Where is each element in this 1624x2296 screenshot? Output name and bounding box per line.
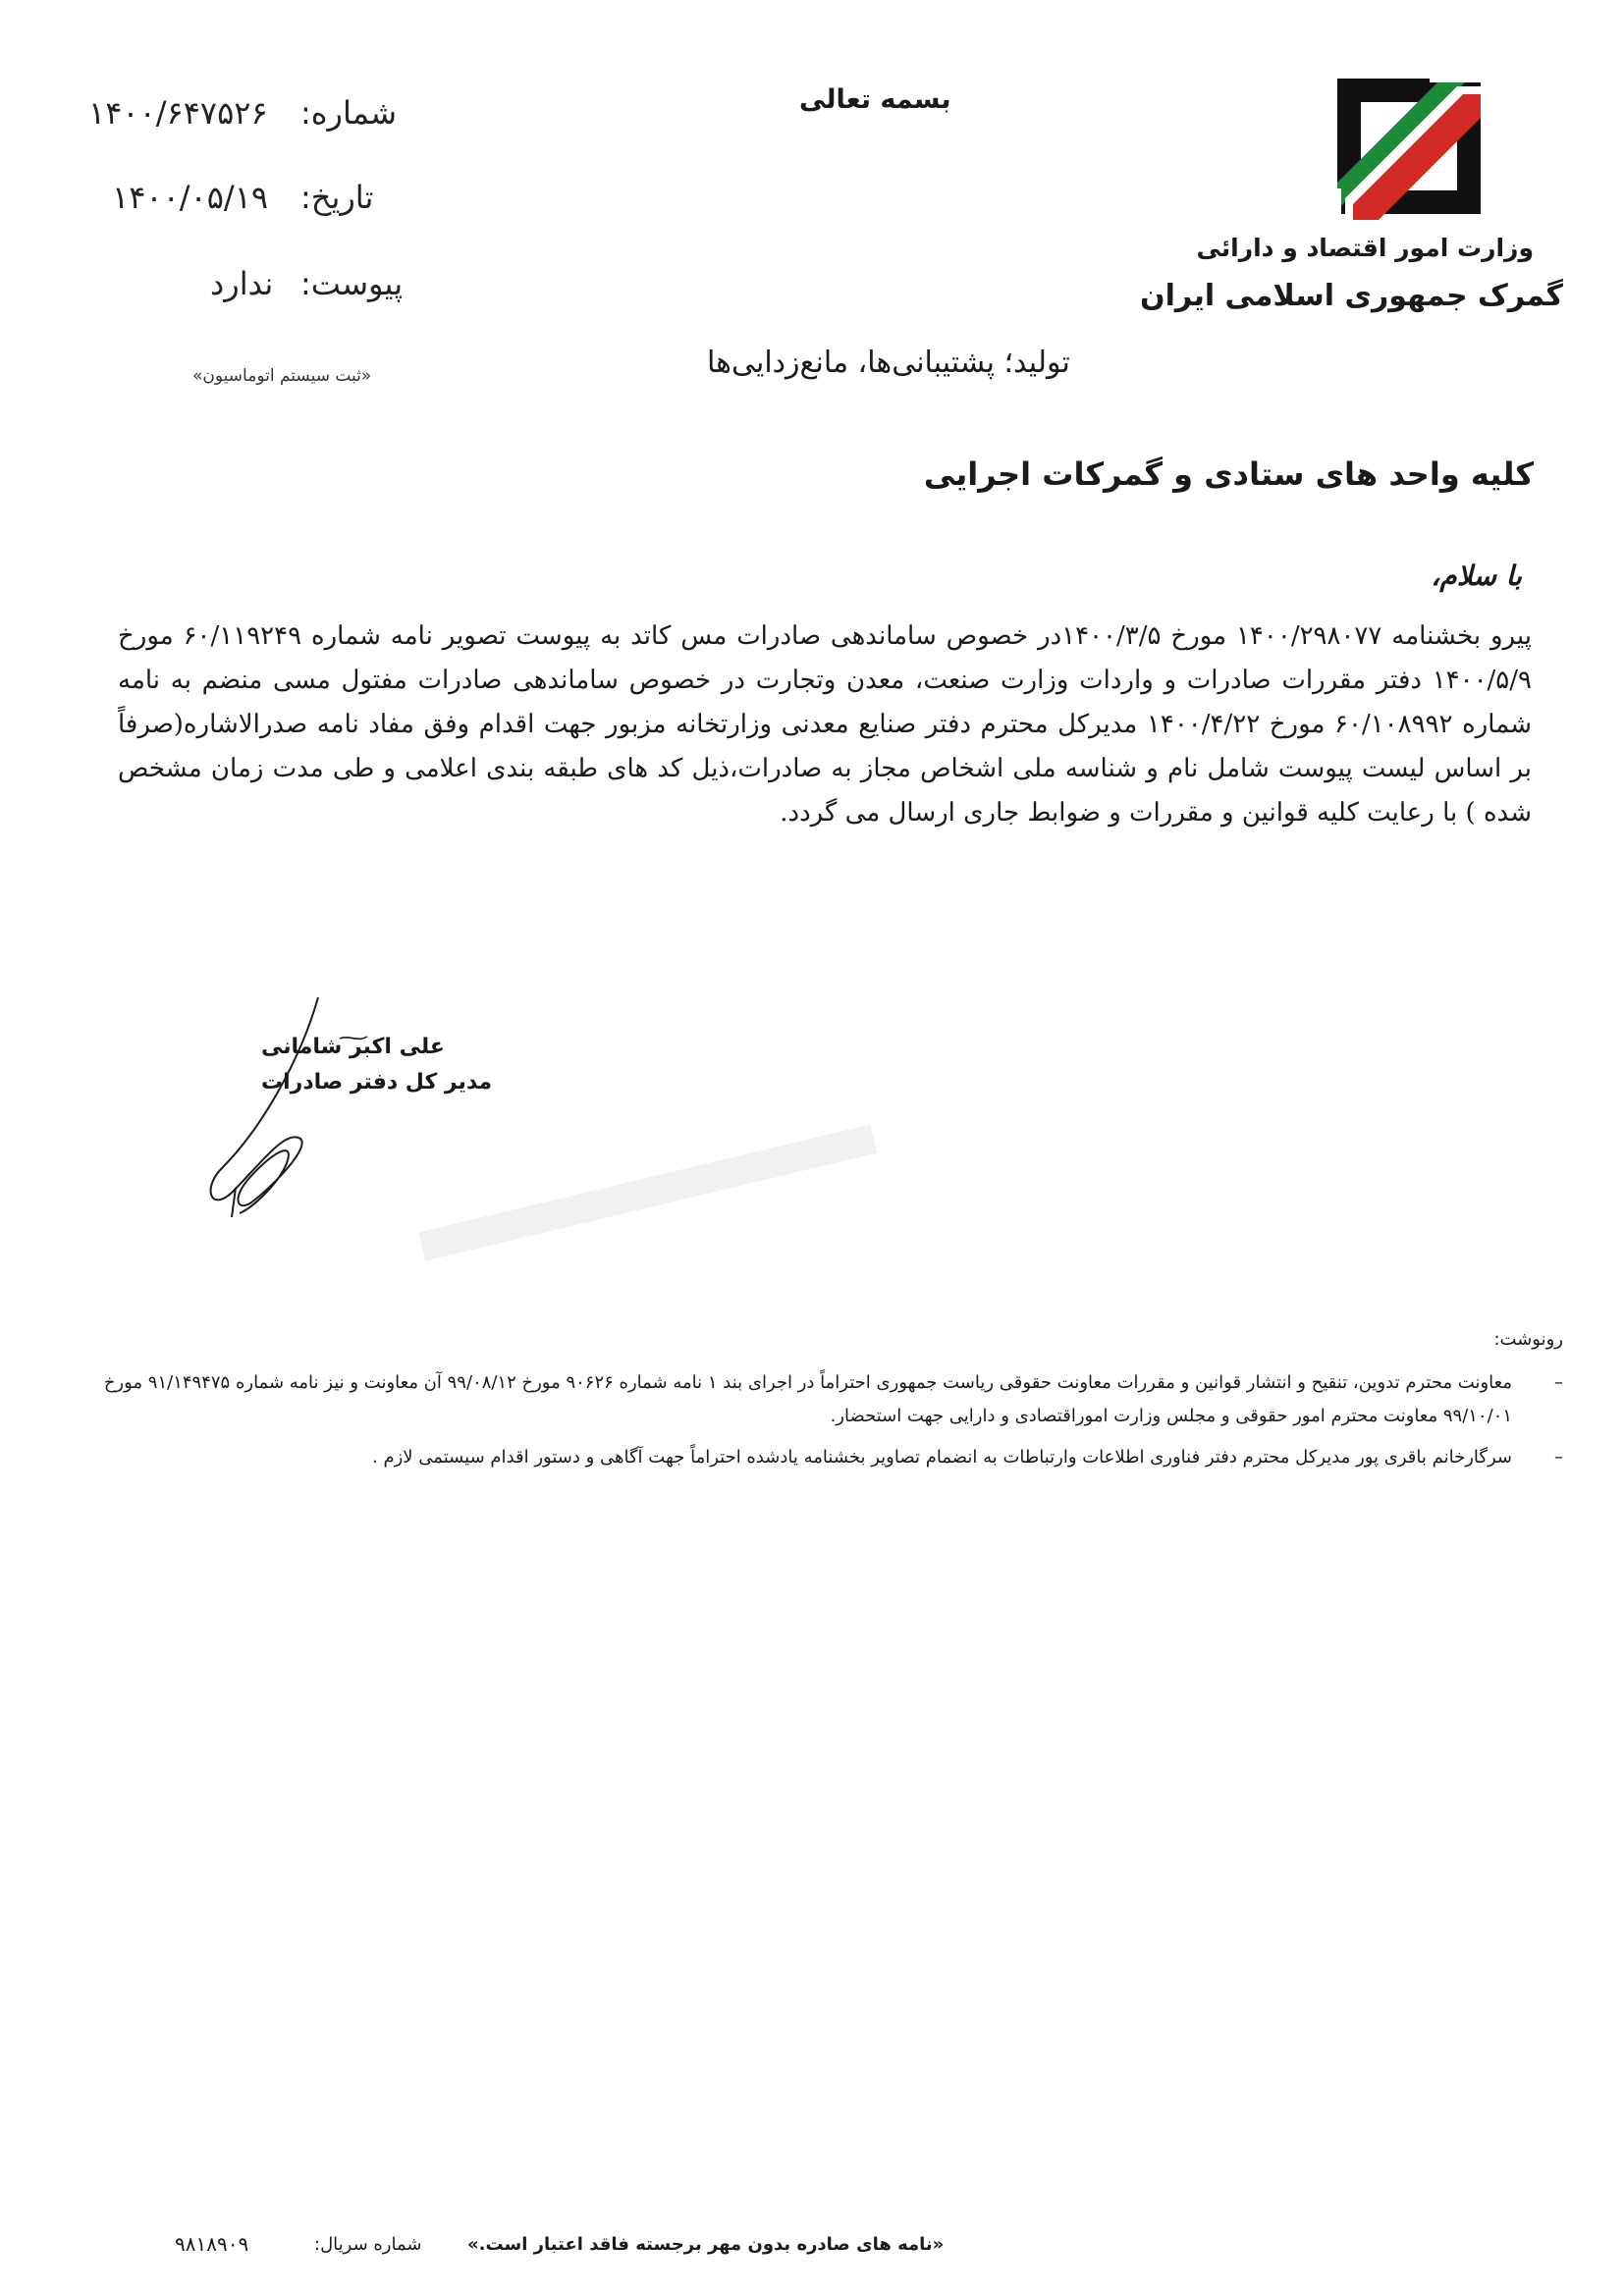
attachment-row (0, 265, 412, 308)
list-bullet: – (1554, 1372, 1563, 1393)
letter-date-label: تاریخ: (300, 179, 374, 216)
customs-logo-icon (1331, 73, 1487, 220)
serial-number-label: شماره سریال: (314, 2234, 422, 2255)
automation-note: «ثبت سیستم اتوماسیون» (192, 366, 372, 386)
signatory-name: علی اکبر شامانی (261, 1035, 445, 1059)
letter-date-value: ۱۴۰۰/۰۵/۱۹ (112, 179, 269, 216)
copies-list (51, 1366, 1563, 1474)
greeting: با سلام، (1431, 560, 1522, 592)
handwritten-signature (192, 991, 379, 1217)
letter-body: پیرو بخشنامه ۱۴۰۰/۲۹۸۰۷۷ مورخ ۱۴۰۰/۳/۵در خصوص ساماندهی صادرات مس کاتد به پیوست تصویر نامه شماره ۶۰/۱۱۹۲۴۹ مورخ ۱۴۰۰/۵/۹ دفتر مقررات صادرات و واردات وزارت صنعت، معدن وتجارت در خصوص ساماندهی صادرات مفتول مسی منضم به نامه شماره ۶۰/۱۰۸۹۹۲ مورخ ۱۴۰۰/۴/۲۲ مدیرکل محترم دفتر صنایع معدنی وزارتخانه مزبور جهت اقدام وفق مفاد نامه صدرالاشاره(صرفاً بر اساس لیست پیوست شامل نام و شناسه ملی اشخاص مجاز به صادرات،ذیل کد های طبقه بندی اعلامی و طی مدت زمان مشخص شده ) با رعایت کلیه قوانین و مقررات و ضوابط جاری ارسال می گردد. (118, 621, 1533, 828)
list-item (51, 1441, 1563, 1474)
copy-recipient-text: معاونت محترم تدوین، تنقیح و انتشار قوانین و مقررات معاونت حقوقی ریاست جمهوری احتراماً در اجرای بند ۱ نامه شماره ۹۰۶۲۶ مورخ ۹۹/۰۸/۱۲ آن معاونت و نیز نامه شماره ۹۱/۱۴۹۴۷۵ مورخ ۹۹/۱۰/۰۱ معاونت محترم امور حقوقی و مجلس وزارت اموراقتصادی و دارایی جهت استحضار. (103, 1372, 1512, 1426)
letter-number-label: شماره: (300, 94, 398, 132)
letter-number-row (0, 94, 412, 137)
attachment-label: پیوست: (300, 265, 404, 302)
ministry-name: وزارت امور اقتصاد و دارائی (1196, 234, 1534, 262)
serial-number-value: ۹۸۱۸۹۰۹ (175, 2232, 249, 2256)
signatory-title: مدیر کل دفتر صادرات (261, 1070, 493, 1095)
list-bullet: – (1554, 1447, 1563, 1468)
list-item (51, 1366, 1563, 1433)
copies-label: رونوشت: (1493, 1329, 1563, 1350)
letter-number-value: ۱۴۰۰/۶۴۷۵۲۶ (88, 94, 268, 132)
recipient-heading: کلیه واحد های ستادی و گمرکات اجرایی (923, 455, 1534, 493)
bismillah-heading: بسمه تعالی (799, 84, 951, 115)
validity-note: «نامه های صادره بدون مهر برجسته فاقد اعتبار است.» (467, 2234, 945, 2255)
letter-date-row (0, 179, 412, 222)
attachment-value: ندارد (210, 265, 274, 302)
faint-stamp-impression (412, 1119, 893, 1276)
copy-recipient-text: سرگارخانم باقری پور مدیرکل محترم دفتر فناوری اطلاعات وارتباطات به انضمام تصاویر بخشنامه یادشده احتراماً جهت آگاهی و دستور اقدام سیستمی لازم . (372, 1447, 1512, 1468)
organization-name: گمرک جمهوری اسلامی ایران (1140, 279, 1563, 313)
year-motto: تولید؛ پشتیبانی‌ها، مانع‌زدایی‌ها (707, 346, 1070, 380)
